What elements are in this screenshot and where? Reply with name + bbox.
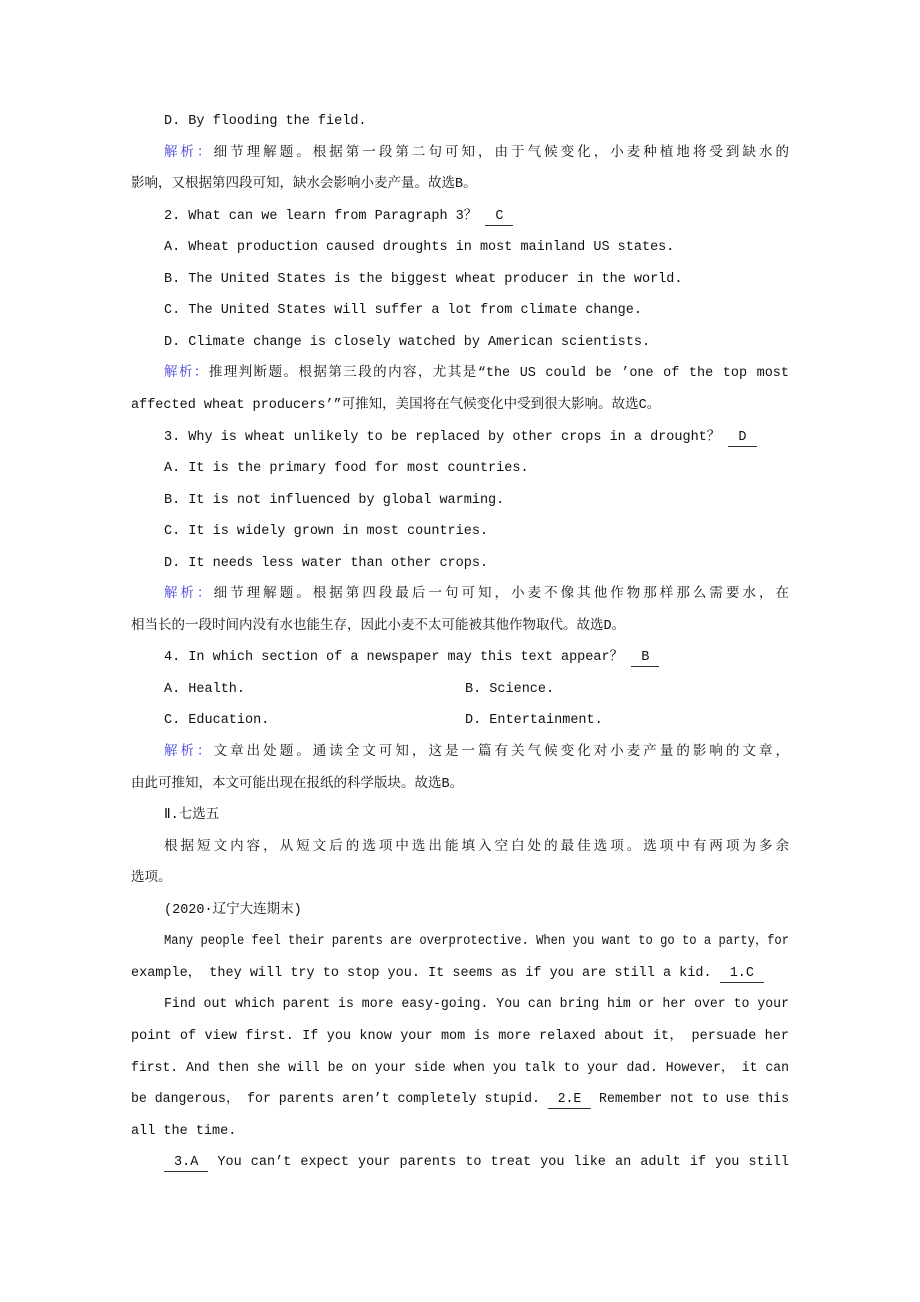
answer-blank: D xyxy=(728,430,756,447)
answer-blank: 2.E xyxy=(548,1092,591,1109)
text-line xyxy=(164,995,789,1015)
line-text: B. The United States is the biggest wheat producer in the world. xyxy=(164,271,683,287)
line-text: example， they will try to stop you. It seems as if you are still a kid. xyxy=(131,965,712,981)
text-line xyxy=(131,617,789,637)
text-line xyxy=(164,459,789,479)
analysis-line xyxy=(164,364,789,384)
analysis-label: 解析： xyxy=(164,366,209,382)
line-text: A. Wheat production caused droughts in most mainland US states. xyxy=(164,240,675,256)
text-line xyxy=(164,1153,789,1173)
text-line xyxy=(164,207,789,227)
analysis-label: 解析： xyxy=(164,745,214,760)
line-text: C. Education. xyxy=(164,713,270,729)
line-text: (2020·辽宁大连期末) xyxy=(164,902,302,918)
text-line xyxy=(131,964,789,984)
line-text-tail: Remember not to use this xyxy=(599,1092,789,1108)
line-text: 3. Why is wheat unlikely to be replaced by other crops in a drought？ xyxy=(164,429,721,445)
line-text: 影响，又根据第四段可知，缺水会影响小麦产量。故选B。 xyxy=(131,177,477,193)
line-text: all the time. xyxy=(131,1123,237,1139)
line-text: 细节理解题。根据第一段第二句可知，由于气候变化，小麦种植地将受到缺水的 xyxy=(213,145,790,161)
text-line xyxy=(164,333,789,353)
text-line xyxy=(131,869,789,889)
text-line xyxy=(164,112,789,132)
line-text: 细节理解题。根据第四段最后一句可知，小麦不像其他作物那样那么需要水，在 xyxy=(213,587,790,603)
line-text: B. It is not influenced by global warming. xyxy=(164,492,505,508)
line-text: 选项。 xyxy=(131,871,172,887)
text-line xyxy=(131,1090,789,1110)
text-line xyxy=(131,1027,789,1047)
text-line xyxy=(131,175,789,195)
text-line xyxy=(131,396,789,416)
line-text: be dangerous， for parents aren’t completely stupid. xyxy=(131,1092,540,1108)
option-right: B. Science. xyxy=(465,681,555,697)
answer-blank: C xyxy=(485,209,513,226)
line-text: C. The United States will suffer a lot from climate change. xyxy=(164,303,642,319)
line-text-tail: You can’t expect your parents to treat you like an adult if you still xyxy=(217,1155,789,1171)
analysis-line xyxy=(164,585,789,605)
text-line xyxy=(164,491,789,511)
text-line xyxy=(164,680,789,700)
line-text: A. It is the primary food for most countries. xyxy=(164,461,529,477)
line-text: affected wheat producers’”可推知，美国将在气候变化中受到很大影响。故选C。 xyxy=(131,397,661,413)
analysis-line xyxy=(164,743,789,763)
line-text: A. Health. xyxy=(164,681,246,697)
line-text: 根据短文内容，从短文后的选项中选出能填入空白处的最佳选项。选项中有两项为多余 xyxy=(164,839,789,855)
line-text: 文章出处题。通读全文可知，这是一篇有关气候变化对小麦产量的影响的文章， xyxy=(213,745,790,760)
line-text: D. Climate change is closely watched by American scientists. xyxy=(164,334,651,350)
text-line xyxy=(164,301,789,321)
text-line xyxy=(164,522,789,542)
analysis-label: 解析： xyxy=(164,145,214,161)
answer-blank: 1.C xyxy=(720,966,764,983)
line-text: 相当长的一段时间内没有水也能生存，因此小麦不太可能被其他作物取代。故选D。 xyxy=(131,618,626,634)
line-text: 2. What can we learn from Paragraph 3？ xyxy=(164,208,478,224)
text-line xyxy=(131,775,789,795)
line-text: D. By flooding the field. xyxy=(164,114,367,129)
option-right: D. Entertainment. xyxy=(465,713,603,729)
text-line xyxy=(164,648,789,668)
text-line xyxy=(164,806,789,826)
text-line xyxy=(164,238,789,258)
line-text: Find out which parent is more easy-going. You can bring him or her over to your xyxy=(164,997,790,1013)
line-text: Many people feel their parents are overprotective. When you want to go to a party，for xyxy=(164,934,790,950)
text-line xyxy=(164,932,789,952)
line-text: C. It is widely grown in most countries. xyxy=(164,524,489,540)
text-line xyxy=(164,901,789,921)
text-line xyxy=(164,838,789,858)
answer-blank: 3.A xyxy=(164,1155,208,1172)
text-line xyxy=(131,1059,789,1079)
text-line xyxy=(164,554,789,574)
line-text: first. And then she will be on your side when you talk to your dad. However， it can xyxy=(131,1060,789,1076)
analysis-label: 解析： xyxy=(164,587,214,603)
line-text: 4. In which section of a newspaper may this text appear？ xyxy=(164,650,624,666)
line-text: 由此可推知，本文可能出现在报纸的科学版块。故选B。 xyxy=(131,776,464,792)
answer-blank: B xyxy=(631,650,659,667)
text-line xyxy=(164,428,789,448)
line-text: Ⅱ.七选五 xyxy=(164,808,220,824)
line-text: point of view first. If you know your mom is more relaxed about it， persuade her xyxy=(131,1028,789,1044)
line-text: D. It needs less water than other crops. xyxy=(164,555,489,571)
text-line xyxy=(131,1122,789,1142)
text-line xyxy=(164,711,789,731)
line-text: 推理判断题。根据第三段的内容，尤其是“the US could be ’one of the top most xyxy=(208,366,790,382)
analysis-line xyxy=(164,144,789,164)
text-line xyxy=(164,270,789,290)
